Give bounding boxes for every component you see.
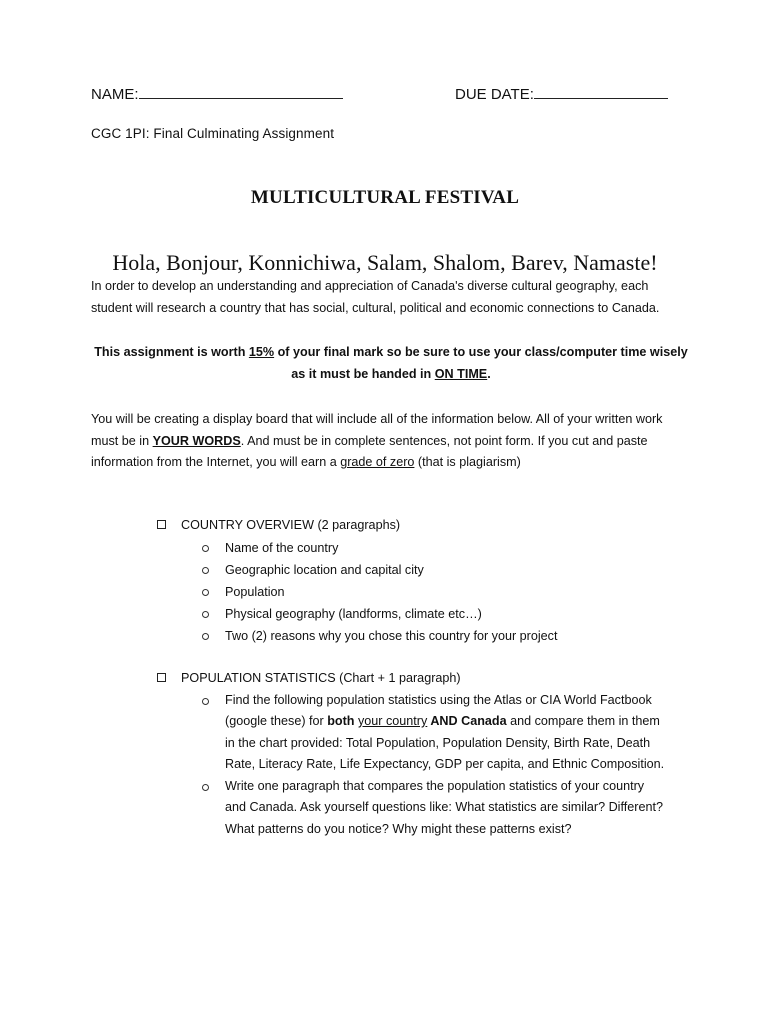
country-overview-heading: COUNTRY OVERVIEW (2 paragraphs)	[181, 518, 401, 532]
population-statistics-section	[157, 668, 687, 840]
name-field	[91, 86, 343, 103]
worth-percent: 15%	[248, 345, 275, 359]
circle-bullet-icon	[202, 567, 209, 574]
page-title: MULTICULTURAL FESTIVAL	[250, 187, 520, 208]
circle-bullet-icon	[202, 589, 209, 596]
checkbox-icon	[157, 673, 166, 682]
due-date-field	[455, 86, 668, 103]
circle-bullet-icon	[202, 698, 209, 705]
worth-end: .	[487, 366, 491, 381]
country-overview-heading-row	[157, 515, 677, 537]
country-overview-list	[202, 537, 677, 647]
list-item: Name of the country	[202, 537, 677, 559]
board-grade-zero: grade of zero	[340, 455, 415, 469]
board-text-3: , not point form. If you cut and paste information from the Internet, you will earn a	[91, 433, 648, 469]
name-blank-line	[139, 86, 343, 99]
checkbox-icon	[157, 520, 166, 529]
worth-paragraph	[91, 342, 691, 385]
board-paragraph	[91, 409, 691, 474]
board-text-4: (that is plagiarism)	[414, 455, 521, 469]
list-item: Geographic location and capital city	[202, 559, 677, 581]
circle-bullet-icon	[202, 784, 209, 791]
board-complete-sentences: complete sentences	[334, 433, 447, 448]
circle-bullet-icon	[202, 545, 209, 552]
worth-text-2: of your final mark so be sure to use your class/computer time wisely as it must be handed in	[274, 345, 688, 381]
board-text-2: . And must be in	[240, 433, 335, 448]
circle-bullet-icon	[202, 611, 209, 618]
circle-bullet-icon	[202, 633, 209, 640]
list-item: Population	[202, 581, 677, 603]
list-item: Physical geography (landforms, climate etc…)	[202, 603, 677, 625]
due-date-label: DUE DATE:	[455, 86, 534, 103]
list-item: Two (2) reasons why you chose this country for your project	[202, 625, 677, 647]
board-text-1: You will be creating a display board that will include all of the information below. All of your written work must be in	[91, 412, 663, 448]
name-label: NAME:	[91, 86, 139, 103]
board-your-words: YOUR WORDS	[152, 433, 241, 448]
greeting-line: Hola, Bonjour, Konnichiwa, Salam, Shalom, Barev, Namaste!	[112, 250, 658, 275]
worth-text-1: This assignment is worth	[94, 345, 249, 359]
course-code: CGC 1PI: Final Culminating Assignment	[91, 126, 335, 141]
worth-on-time: ON TIME	[434, 366, 488, 381]
population-statistics-heading-row	[157, 668, 687, 690]
population-statistics-list	[202, 690, 667, 841]
due-date-blank-line	[534, 86, 668, 99]
list-item: Find the following population statistics using the Atlas or CIA World Factbook (google these) for both your country AND Canada and compare them in them in the chart provided: Total Population, Population Density, Birth Rate, Death Rate, Literacy Rate, Life Expectancy, GDP per capita, and Ethnic Composition.	[202, 690, 667, 776]
country-overview-section	[157, 515, 677, 647]
intro-paragraph: In order to develop an understanding and appreciation of Canada's diverse cultural geography, each student will research a country that has social, cultural, political and economic connections to Canada.	[91, 279, 660, 315]
population-statistics-heading: POPULATION STATISTICS (Chart + 1 paragraph)	[181, 671, 461, 685]
list-item: Write one paragraph that compares the population statistics of your country and Canada. Ask yourself questions like: What statistics are similar? Different? What patterns do you notice? Why might these patterns exist?	[202, 776, 667, 841]
